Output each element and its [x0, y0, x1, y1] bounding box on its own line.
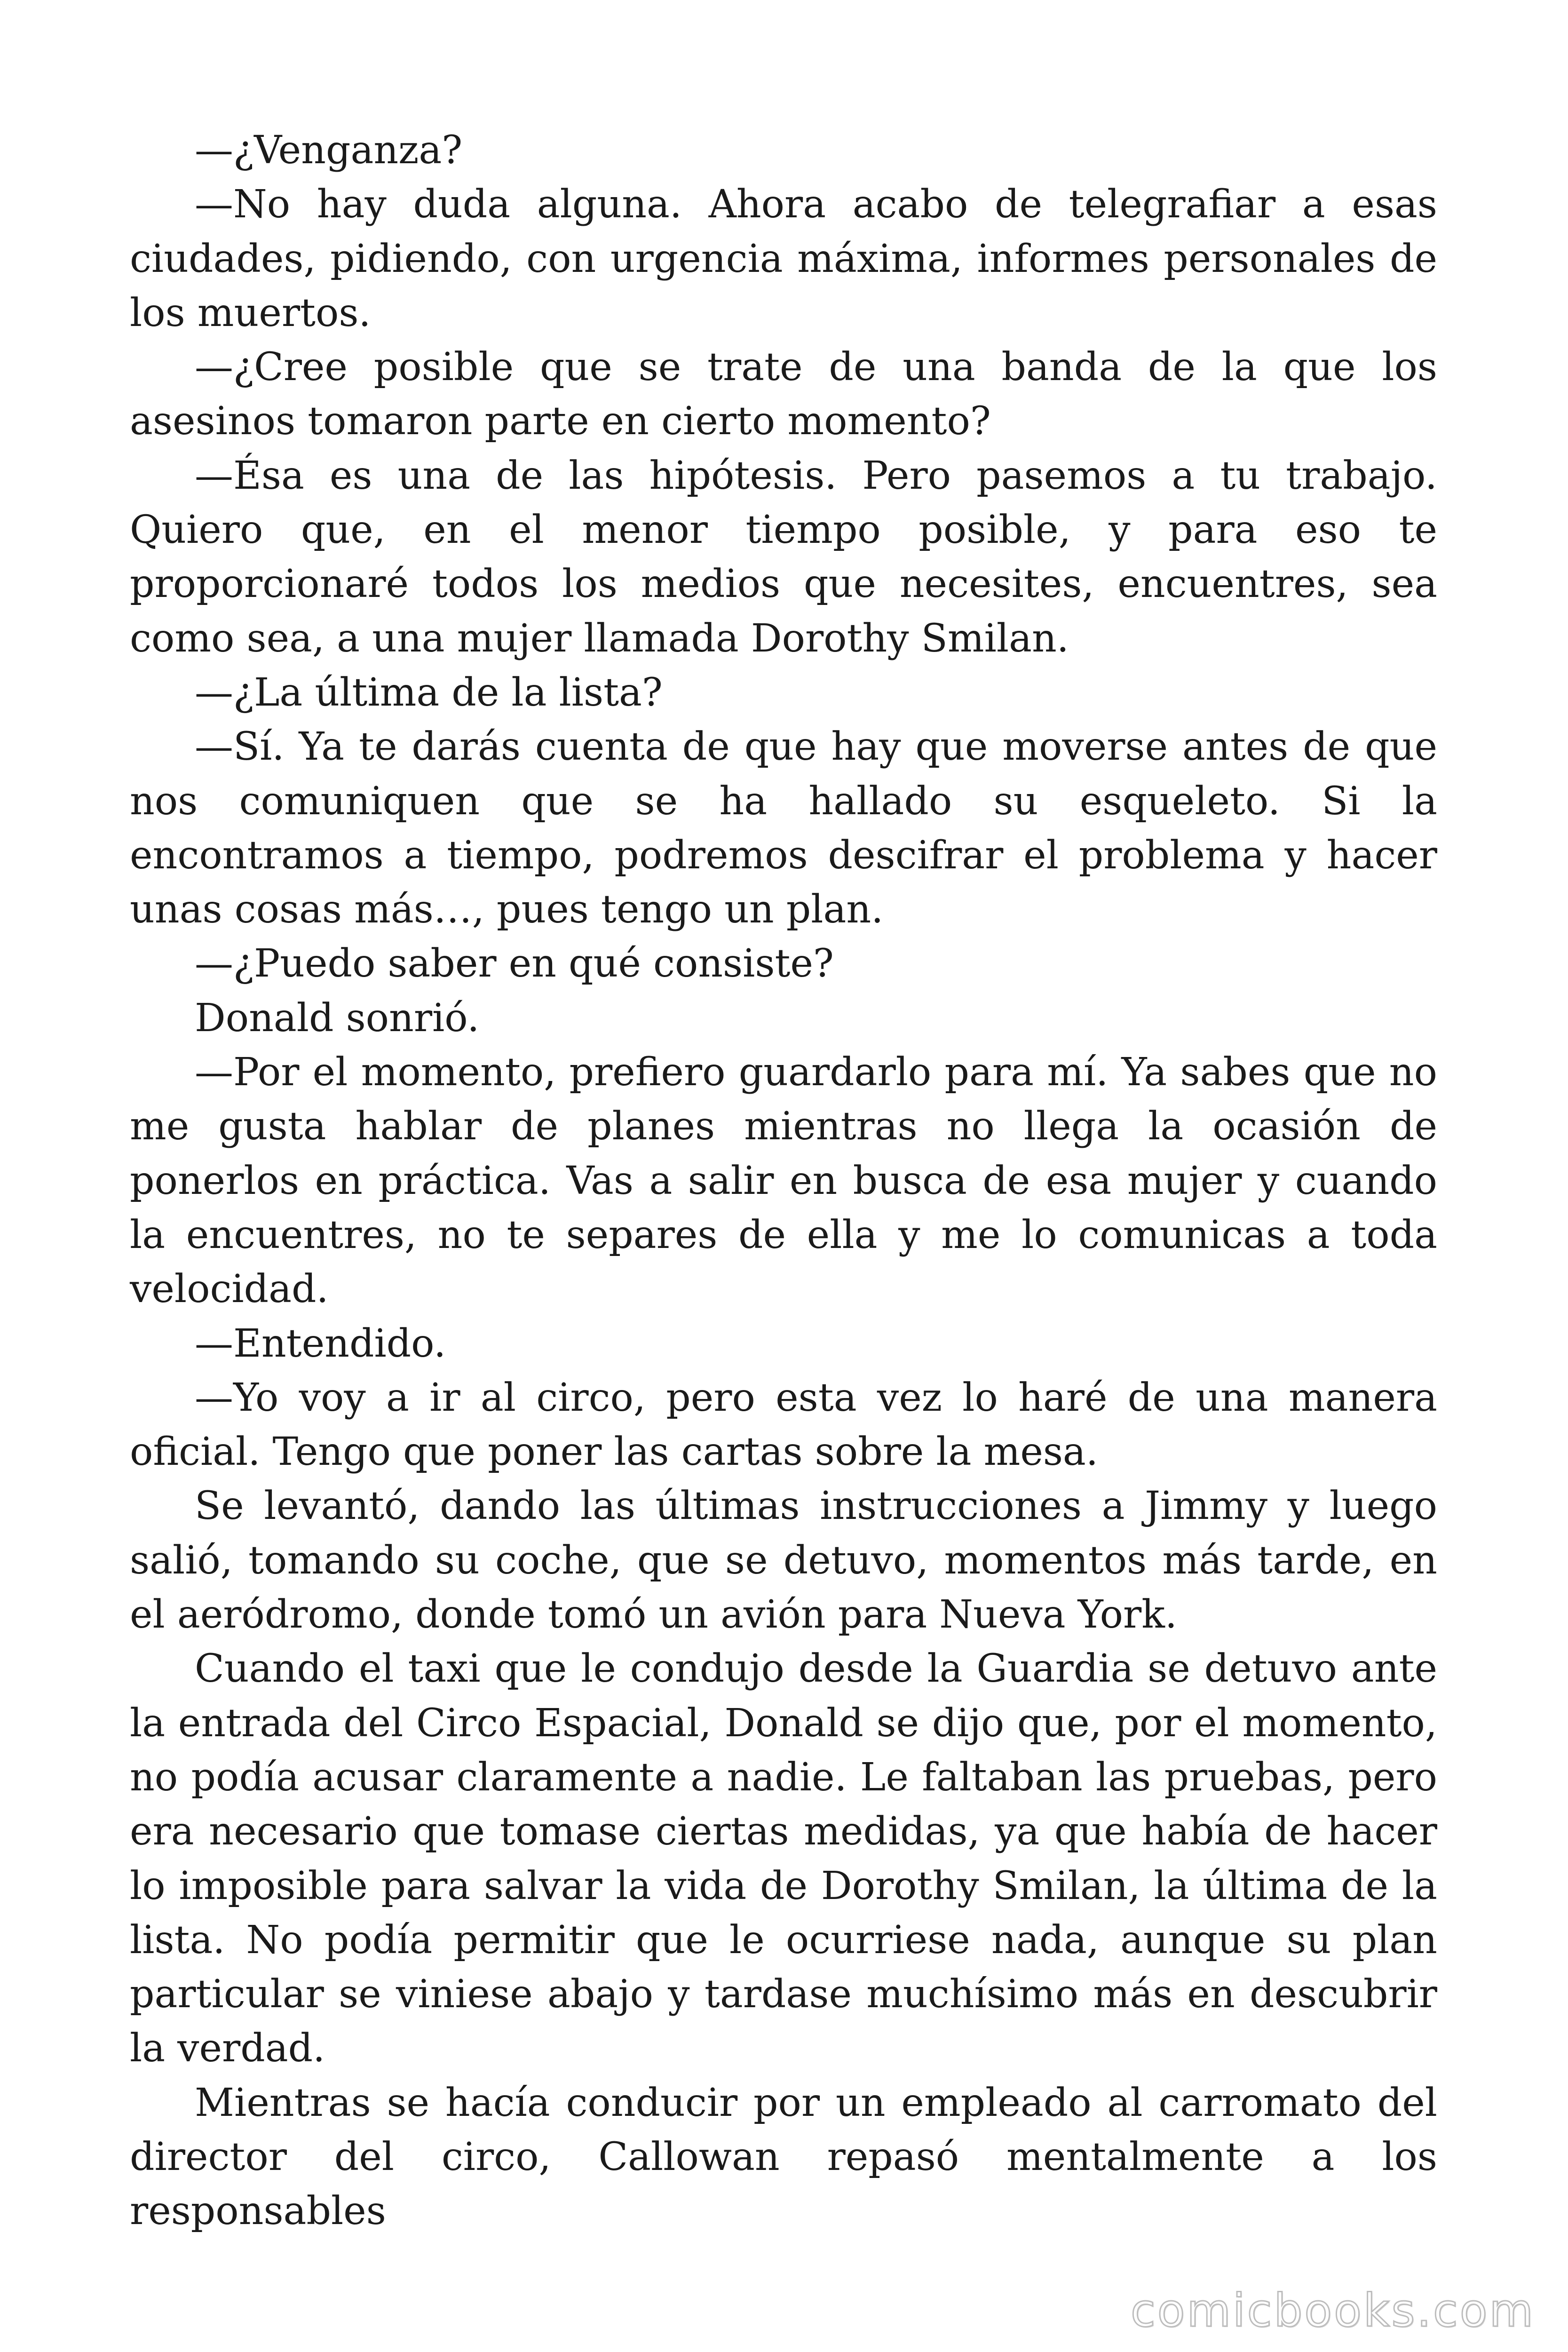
paragraph: —¿Cree posible que se trate de una banda de la que los asesinos tomaron parte en cierto momento? [130, 345, 1437, 444]
paragraph: —¿La última de la lista? [195, 670, 663, 715]
paragraph: —Entendido. [195, 1321, 446, 1366]
body-text [130, 123, 1437, 2239]
paragraph: —¿Venganza? [195, 128, 463, 173]
paragraph: —No hay duda alguna. Ahora acabo de telegrafiar a esas ciudades, pidiendo, con urgencia máxima, informes personales de los muertos. [130, 182, 1437, 335]
paragraph: —Por el momento, prefiero guardarlo para mí. Ya sabes que no me gusta hablar de planes mientras no llega la ocasión de ponerlos en práctica. Vas a salir en busca de esa mujer y cuando la encuentres, no te separes de ella y me lo comunicas a toda velocidad. [130, 1050, 1437, 1312]
watermark: comicbooks.com [1130, 2284, 1535, 2337]
paragraph: Cuando el taxi que le condujo desde la Guardia se detuvo ante la entrada del Circo Espacial, Donald se dijo que, por el momento, no podía acusar claramente a nadie. Le faltaban las pruebas, pero era necesario que tomase ciertas medidas, ya que había de hacer lo imposible para salvar la vida de Dorothy Smilan, la última de la lista. No podía permitir que le ocurriese nada, aunque su plan particular se viniese abajo y tardase muchísimo más en descubrir la verdad. [130, 1646, 1437, 2071]
paragraph: —Ésa es una de las hipótesis. Pero pasemos a tu trabajo. Quiero que, en el menor tiempo posible, y para eso te proporcionaré todos los medios que necesites, encuentres, sea como sea, a una mujer llamada Dorothy Smilan. [130, 453, 1437, 661]
paragraph: Se levantó, dando las últimas instrucciones a Jimmy y luego salió, tomando su coche, que se detuvo, momentos más tarde, en el aeródromo, donde tomó un avión para Nueva York. [130, 1484, 1437, 1637]
paragraph: Mientras se hacía conducir por un empleado al carromato del director del circo, Callowan repasó mentalmente a los responsables [130, 2080, 1437, 2234]
paragraph: —Sí. Ya te darás cuenta de que hay que moverse antes de que nos comuniquen que se ha hallado su esqueleto. Si la encontramos a tiempo, podremos descifrar el problema y hacer unas cosas más…, pues tengo un plan. [130, 724, 1437, 932]
paragraph: Donald sonrió. [195, 995, 480, 1041]
paragraph: —Yo voy a ir al circo, pero esta vez lo haré de una manera oficial. Tengo que poner las cartas sobre la mesa. [130, 1375, 1437, 1475]
paragraph: —¿Puedo saber en qué consiste? [195, 941, 834, 986]
